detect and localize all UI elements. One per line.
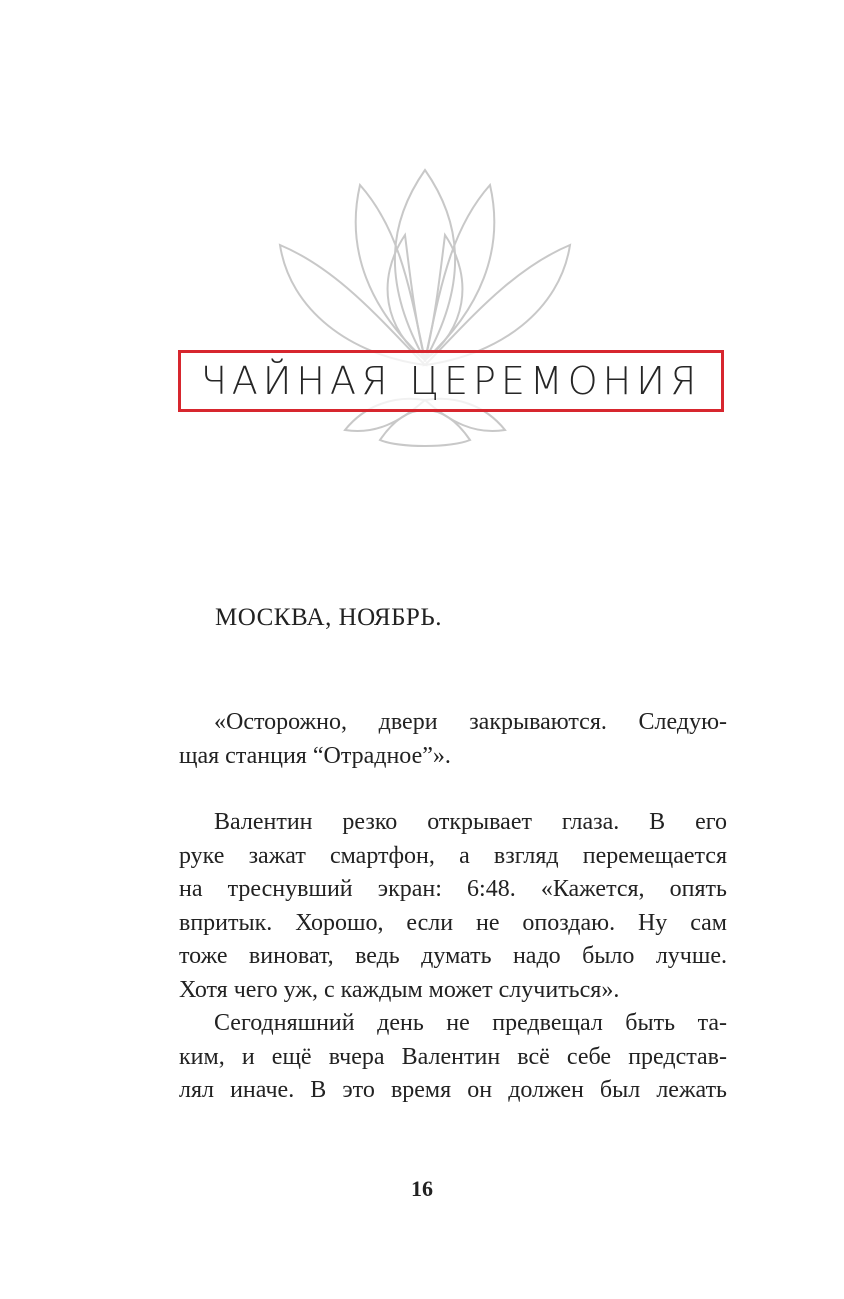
text-line: лял иначе. В это время он должен был лежать	[179, 1077, 727, 1103]
text-line: Сегодняшний день не предвещал быть та-	[214, 1010, 727, 1036]
page-number: 16	[411, 1176, 433, 1201]
text-line: щая станция “Отрадное”».	[179, 742, 451, 769]
body-text	[179, 706, 727, 1108]
place-date-heading: МОСКВА, НОЯБРЬ.	[215, 604, 442, 631]
chapter-title-box	[178, 350, 724, 412]
text-line: тоже виноват, ведь думать надо было лучше.	[179, 943, 727, 969]
chapter-title: ЧАЙНАЯ ЦЕРЕМОНИЯ	[200, 359, 702, 403]
text-line: на треснувший экран: 6:48. «Кажется, опять	[179, 876, 727, 902]
text-line: Валентин резко открывает глаза. В его	[214, 809, 727, 835]
text-line: ким, и ещё вчера Валентин всё себе представ-	[179, 1043, 727, 1070]
paragraph	[179, 806, 727, 1007]
paragraph	[179, 1007, 727, 1108]
text-line: впритык. Хорошо, если не опоздаю. Ну сам	[179, 909, 727, 936]
text-line: «Осторожно, двери закрываются. Следую-	[214, 709, 727, 735]
paragraph	[179, 706, 727, 773]
text-line: Хотя чего уж, с каждым может случиться».	[179, 976, 620, 1003]
lotus-illustration	[250, 160, 600, 460]
text-line: руке зажат смартфон, а взгляд перемещается	[179, 842, 727, 869]
